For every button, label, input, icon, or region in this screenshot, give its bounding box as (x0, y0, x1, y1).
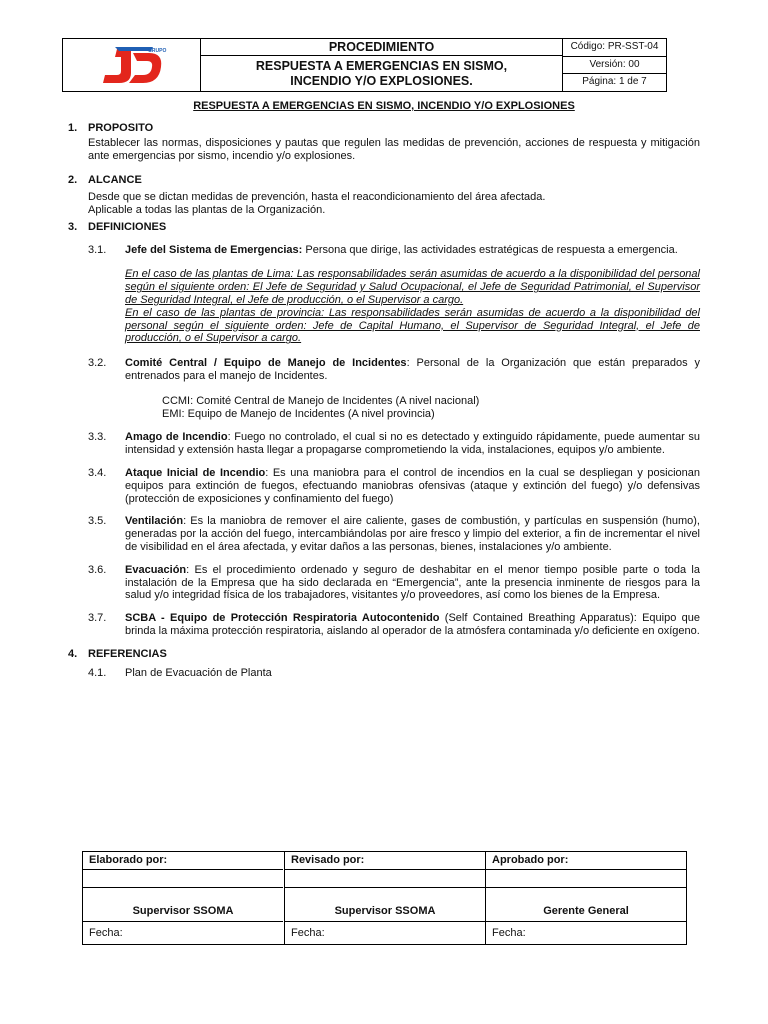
section-number: 2. (68, 174, 78, 187)
signature-header: Aprobado por: (486, 852, 686, 870)
section-title: DEFINICIONES (88, 220, 167, 233)
definition-note-lima: En el caso de las plantas de Lima: Las responsabilidades serán asumidas de acuerdo a la disponibilidad del personal según el siguiente orden: El Jefe de Seguridad y Salud Ocupacional, el Jefe de Seguridad Patrimonial, el Supervisor de Seguridad Integral, el Jefe de producción, o el Supervisor a cargo. (125, 268, 700, 306)
section-number: 3. (68, 220, 78, 233)
section-definiciones (68, 221, 700, 234)
document-body (68, 122, 700, 679)
signature-date: Fecha: (89, 927, 123, 939)
definition-text: : Es el procedimiento ordenado y seguro de deshabitar en el menor tiempo posible parte o toda la instalación de la Empresa que ha sido declarada en “Emergencia”, ante la presencia inminente de riesgos para la salud y/o integridad física de los trabajadores, visitantes y/o proveedores, así como los bienes de la Empresa. (125, 563, 700, 602)
section-number: 4. (68, 647, 78, 660)
signature-date: Fecha: (291, 927, 325, 939)
definition-item (68, 515, 700, 553)
definition-text: : Personal de la Organización que están preparados y entrenados para el manejo de Incidentes. (125, 357, 700, 382)
definition-term: Comité Central / Equipo de Manejo de Incidentes (125, 357, 407, 370)
emi-line: EMI: Equipo de Manejo de Incidentes (A nivel provincia) (162, 407, 435, 420)
section-proposito (68, 122, 700, 135)
signature-role: Gerente General (486, 888, 686, 922)
reference-item (68, 667, 700, 680)
definition-item (68, 357, 700, 383)
header-meta-cell (563, 39, 666, 91)
signature-blank (285, 870, 485, 888)
section-referencias (68, 648, 700, 661)
reference-text: Plan de Evacuación de Planta (125, 666, 272, 679)
signature-header: Elaborado por: (83, 852, 283, 870)
document-code: Código: PR-SST-04 (570, 41, 659, 52)
signature-blank (486, 870, 686, 888)
item-number: 3.7. (88, 612, 107, 625)
ccmi-line: CCMI: Comité Central de Manejo de Incidentes (A nivel nacional) (162, 394, 480, 407)
section-number: 1. (68, 122, 78, 134)
definition-term: SCBA - Equipo de Protección Respiratoria Autocontenido (125, 612, 440, 625)
header-table (62, 38, 667, 92)
signature-column-elaborado (83, 852, 283, 944)
signature-column-aprobado (485, 852, 686, 944)
item-number: 3.1. (88, 243, 107, 256)
header-title (201, 56, 562, 89)
company-logo (97, 43, 167, 87)
item-number: 3.3. (88, 431, 107, 444)
definition-text: Persona que dirige, las actividades estratégicas de respuesta a emergencia. (302, 243, 678, 256)
signature-header: Revisado por: (285, 852, 485, 870)
definition-note-provincia: En el caso de las plantas de provincia: Las responsabilidades serán asumidas de acuerdo a la disponibilidad del personal según el siguiente orden: Jefe de Capital Humano, el Supervisor de Seguridad Integral, el Jefe de producción, o el Supervisor a cargo. (125, 306, 700, 345)
section-title: ALCANCE (88, 174, 142, 187)
signature-table (82, 851, 687, 945)
definition-text: (Self Contained Breathing Apparatus): Equipo que brinda la máxima protección respiratoria, aislando al operador de la atmósfera contaminada y/o deficiente en oxígeno. (125, 612, 700, 637)
definition-item (68, 467, 700, 505)
definition-item (68, 431, 700, 457)
definition-item (68, 564, 700, 602)
signature-role: Supervisor SSOMA (285, 888, 485, 922)
definition-term: Evacuación (125, 563, 187, 576)
section-alcance (68, 174, 700, 187)
header-title-line1: RESPUESTA A EMERGENCIAS EN SISMO, (255, 59, 508, 73)
item-number: 3.4. (88, 466, 107, 479)
header-title-cell (201, 39, 563, 91)
logo-cell (63, 39, 201, 91)
section-alcance-line1: Desde que se dictan medidas de prevención, hasta el reacondicionamiento del área afectada. (88, 191, 546, 204)
definition-text: : Fuego no controlado, el cual si no es detectado y extinguido rápidamente, puede aumentar su intensidad y extensión hasta llegar a propagarse comprometiendo la vida, instalaciones, equipos y/o ambiente. (125, 431, 700, 457)
signature-date: Fecha: (492, 927, 526, 939)
page-number: Página: 1 de 7 (563, 73, 666, 91)
document-title: RESPUESTA A EMERGENCIAS EN SISMO, INCENDIO Y/O EXPLOSIONES (193, 100, 575, 112)
definition-term: Ataque Inicial de Incendio (125, 466, 266, 479)
item-number: 3.6. (88, 563, 107, 576)
definition-text: : Es una maniobra para el control de incendios en la cual se despliegan y posicionan equipos para extinción de fuegos, efectuando maniobras ofensivas (ataque y extinción del fuego) y/o defensivas (protección de exposiciones y confinamiento del fuego) (125, 466, 700, 505)
definition-item (68, 244, 700, 257)
item-number: 3.5. (88, 515, 107, 528)
section-proposito-text: Establecer las normas, disposiciones y pautas que regulen las medidas de prevención, acciones de respuesta y mitigación ante emergencias por sismo, incendio y/o explosiones. (88, 136, 700, 162)
document-version: Versión: 00 (563, 56, 666, 74)
signature-blank (83, 870, 283, 888)
definition-item (68, 612, 700, 638)
section-title: REFERENCIAS (88, 647, 167, 660)
signature-role: Supervisor SSOMA (83, 888, 283, 922)
definition-term: Amago de Incendio (125, 431, 228, 444)
definition-text: : Es la maniobra de remover el aire caliente, gases de combustión, y partículas en suspensión (humo), generadas por la acción del fuego, intercambiándolas por aire fresco y limpio del exterior, a fin de incrementar el nivel de visibilidad en el área afectada, y evitar daños a las personas, bienes, instalaciones y/o ambiente. (125, 515, 700, 553)
signature-column-revisado (284, 852, 485, 944)
header-title-line2: INCENDIO Y/O EXPLOSIONES. (290, 74, 473, 88)
section-title: PROPOSITO (88, 122, 154, 134)
definition-term: Ventilación (125, 515, 184, 528)
section-alcance-line2: Aplicable a todas las plantas de la Organización. (88, 203, 326, 216)
item-number: 3.2. (88, 357, 107, 370)
definition-term: Jefe del Sistema de Emergencias: (125, 243, 303, 256)
svg-text:GRUPO: GRUPO (148, 48, 167, 54)
item-number: 4.1. (88, 666, 107, 679)
procedure-label: PROCEDIMIENTO (201, 39, 562, 56)
